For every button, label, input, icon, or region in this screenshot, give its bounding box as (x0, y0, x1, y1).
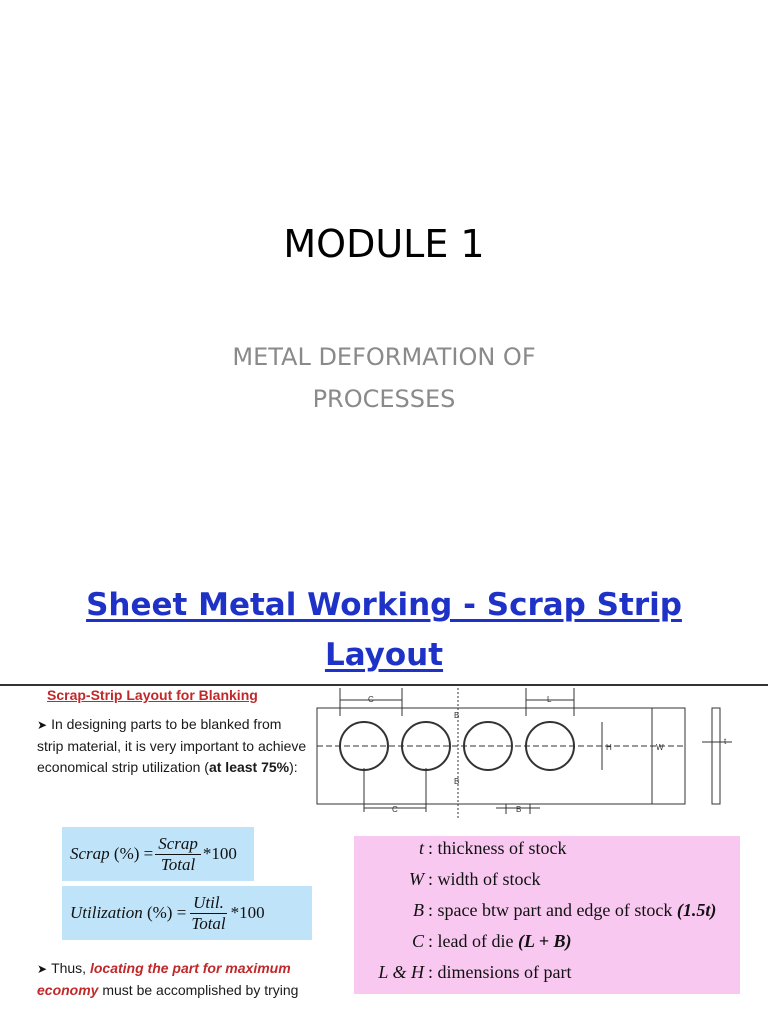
util-multiplier: *100 (230, 903, 265, 922)
scrap-formula (62, 827, 254, 881)
bullet-1-emphasis: at least 75% (208, 759, 290, 775)
util-denominator: Total (191, 913, 226, 933)
label-t: t (724, 737, 727, 746)
symbol-legend (354, 836, 740, 994)
bullet-arrow-icon: ➤ (37, 718, 48, 732)
util-formula-lhs: Utilization (70, 903, 143, 922)
legend-row-width (354, 869, 740, 899)
subtitle-line-2: PROCESSES (312, 385, 456, 413)
subtitle-line-1: METAL DEFORMATION OF (232, 343, 536, 371)
label-b-top: B (454, 711, 460, 720)
label-h: H (606, 743, 612, 752)
legend-description: : thickness of stock (428, 838, 567, 858)
label-b-gap: B (516, 805, 522, 814)
legend-description: : space btw part and edge of stock (428, 900, 673, 920)
utilization-formula (62, 886, 312, 940)
scrap-numerator: Scrap (155, 834, 201, 855)
legend-extra: (1.5t) (676, 900, 717, 920)
subtitle (0, 336, 768, 420)
label-c-bottom: C (392, 805, 398, 814)
section-title: Scrap-Strip Layout for Blanking (47, 687, 258, 703)
scrap-multiplier: *100 (202, 844, 237, 863)
util-numerator: Util. (190, 893, 227, 914)
bullet-2-emphasis: locating the part for maximum economy (37, 960, 291, 998)
legend-symbol: C (411, 931, 424, 951)
strip-layout-diagram (312, 688, 768, 818)
legend-symbol: t (418, 838, 424, 858)
label-l-top: L (547, 695, 552, 704)
bullet-1-text: In designing parts to be blanked from strip material, it is very important to achieve economical strip utilization ( (37, 716, 307, 775)
bullet-arrow-icon: ➤ (37, 962, 48, 976)
legend-row-thickness (354, 838, 740, 868)
bullet-2-lead: Thus, (51, 960, 90, 976)
slide-heading-line-2: Layout (324, 637, 444, 673)
scrap-fraction (155, 834, 201, 875)
scrap-formula-lhs: Scrap (70, 844, 110, 863)
label-w: W (656, 743, 664, 752)
label-b-bottom: B (454, 777, 460, 786)
legend-symbol: L & H (378, 962, 424, 982)
legend-description: : lead of die (428, 931, 514, 951)
util-formula-paren: (%) = (146, 903, 187, 922)
slide-divider (0, 684, 768, 686)
legend-extra: (L + B) (517, 931, 572, 951)
legend-row-lead (354, 931, 740, 961)
legend-symbol: W (409, 869, 424, 889)
legend-symbol: B (413, 900, 424, 920)
page-title: MODULE 1 (283, 222, 485, 266)
util-fraction (188, 893, 228, 934)
legend-description: : dimensions of part (428, 962, 572, 982)
slide-heading-line-1: Sheet Metal Working - Scrap Strip (86, 587, 682, 623)
legend-row-dimensions (354, 962, 740, 992)
scrap-formula-paren: (%) = (113, 844, 154, 863)
bullet-2 (37, 958, 307, 1001)
legend-description: : width of stock (428, 869, 541, 889)
bullet-2-tail: must be accomplished by trying (98, 982, 299, 998)
label-c-top: C (368, 695, 374, 704)
legend-row-space (354, 900, 740, 930)
stock-thickness-side-view (712, 708, 720, 804)
bullet-1-tail: ): (289, 759, 298, 775)
slide-heading (0, 580, 768, 680)
scrap-denominator: Total (160, 854, 196, 874)
bullet-1 (37, 714, 307, 778)
